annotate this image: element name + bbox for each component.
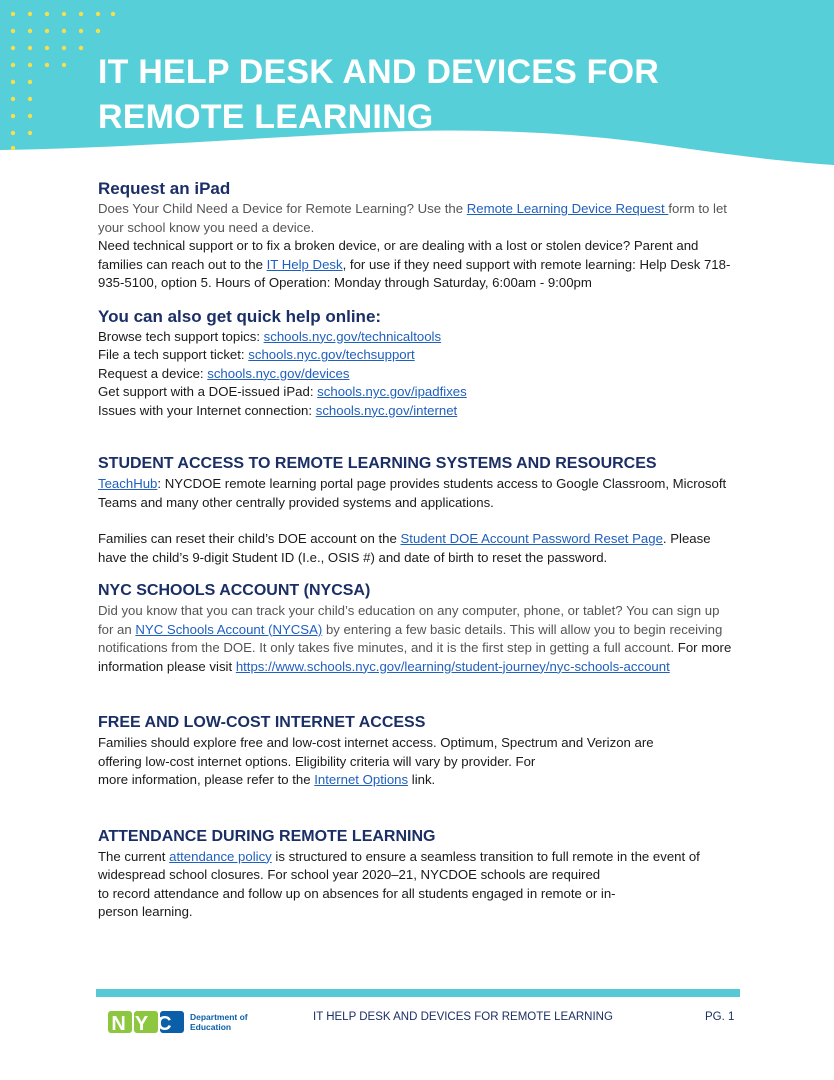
attendance-section [98,826,738,922]
attendance-line-1-end: is structured to ensure a seamless transition to full remote in the event of [271,848,700,864]
request-ipad-p2-text-end: , for use if they need support with remote learning: Help Desk 718-935-5100, option 5. Hours of Operation: Monday through Saturday, 6:00am - 9:00pm [98,256,731,290]
internet-section [98,712,738,790]
quick-help-item [98,346,738,365]
internet-line-1: Families should explore free and low-cost internet access. Optimum, Spectrum and Verizon are [98,735,654,750]
ipadfixes-link[interactable]: schools.nyc.gov/ipadfixes [317,384,467,399]
techsupport-link[interactable]: schools.nyc.gov/techsupport [248,347,415,362]
request-ipad-p2-text: Need technical support or to fix a broken device, or are dealing with a lost or stolen device? Parent and families can reach out to the [98,238,699,272]
teachhub-link[interactable]: TeachHub [98,476,158,491]
student-access-p2-text: Families can reset their child’s DOE account on the [98,531,401,546]
logo-line2: Education [190,1022,232,1032]
student-access-p2-text-end: . Please have the child’s 9-digit Student ID (I.e., OSIS #) and date of birth to reset the password. [98,531,711,565]
page-title-line1: IT HELP DESK AND DEVICES FOR [98,53,660,91]
internet-options-link[interactable]: Internet Options [314,772,409,787]
page-title-line2: REMOTE LEARNING [98,98,434,136]
request-ipad-p1-text: Does Your Child Need a Device for Remote Learning? Use the [98,201,467,216]
technicaltools-link[interactable]: schools.nyc.gov/technicaltools [263,328,442,344]
nycsa-paragraph [98,602,738,676]
nycsa-link[interactable]: NYC Schools Account (NYCSA) [135,621,323,637]
quick-help-item [98,383,738,402]
quick-help-heading: You can also get quick help online: [98,306,382,326]
password-reset-link[interactable]: Student DOE Account Password Reset Page [400,531,663,546]
main-content [98,178,738,922]
logo-letters: NYC [111,1013,181,1035]
student-access-section [98,453,738,567]
attendance-policy-link[interactable]: attendance policy [169,848,272,864]
internet-link[interactable]: schools.nyc.gov/internet [315,402,458,418]
quick-help-item [98,402,738,421]
attendance-line-1 [98,848,738,867]
student-access-heading: STUDENT ACCESS TO REMOTE LEARNING SYSTEMS AND RESOURCES [98,455,657,472]
it-help-desk-link[interactable]: IT Help Desk [266,256,343,272]
student-access-p1-text: : NYCDOE remote learning portal page provides students access to Google Classroom, Microsoft Teams and many other centrally provided systems and applications. [98,476,727,510]
quick-help-section [98,306,738,421]
quick-help-item [98,328,738,347]
nyc-doe-logo [108,1009,258,1035]
quick-help-label: Browse tech support topics: [98,328,264,344]
nycsa-section [98,580,738,676]
request-ipad-p1-text-end: form to let your school know you need a device. [98,201,727,235]
devices-link[interactable]: schools.nyc.gov/devices [207,365,350,381]
page-number: PG. 1 [705,1011,735,1023]
nycsa-heading: NYC SCHOOLS ACCOUNT (NYCSA) [98,582,371,599]
nycsa-text-mid: by entering a few basic details. This will allow you to begin receiving notifications from the DOE. It only takes five minutes, and it is the first step in getting a full account. [98,621,723,655]
footer-title: IT HELP DESK AND DEVICES FOR REMOTE LEARNING [313,1011,613,1023]
request-ipad-paragraph-1 [98,200,738,237]
internet-heading: FREE AND LOW-COST INTERNET ACCESS [98,714,426,731]
quick-help-label: File a tech support ticket: [98,347,249,362]
header-banner [0,0,834,175]
page-title [98,50,659,140]
internet-line-3 [98,771,738,790]
nycsa-more-info-text: For more information please visit [98,640,732,674]
attendance-heading: ATTENDANCE DURING REMOTE LEARNING [98,827,436,845]
internet-line-2: offering low-cost internet options. Eligibility criteria will vary by provider. For [98,753,536,769]
internet-line-3-text: more information, please refer to the [98,772,315,787]
attendance-line-2: widespread school closures. For school year 2020–21, NYCDOE schools are required [98,867,601,882]
request-ipad-heading: Request an iPad [98,179,231,198]
student-access-paragraph-1 [98,475,738,512]
attendance-line-4: person learning. [98,904,193,919]
device-request-link[interactable]: Remote Learning Device Request [466,201,669,216]
request-ipad-paragraph-2 [98,237,738,293]
nycsa-url-link[interactable]: https://www.schools.nyc.gov/learning/student-journey/nyc-schools-account [235,658,670,674]
request-ipad-section [98,178,738,293]
quick-help-label: Issues with your Internet connection: [98,402,316,418]
attendance-line-3: to record attendance and follow up on absences for all students engaged in remote or in- [98,885,616,901]
quick-help-label: Get support with a DOE-issued iPad: [98,384,318,399]
attendance-text: The current [98,848,170,864]
footer-divider [96,989,740,997]
quick-help-item [98,365,738,384]
student-access-paragraph-2 [98,530,738,567]
logo-line1: Department of [190,1012,248,1022]
internet-line-3-end: link. [408,772,436,787]
nycsa-text: Did you know that you can track your child’s education on any computer, phone, or tablet? You can sign up for an [98,603,720,637]
quick-help-label: Request a device: [98,365,208,381]
